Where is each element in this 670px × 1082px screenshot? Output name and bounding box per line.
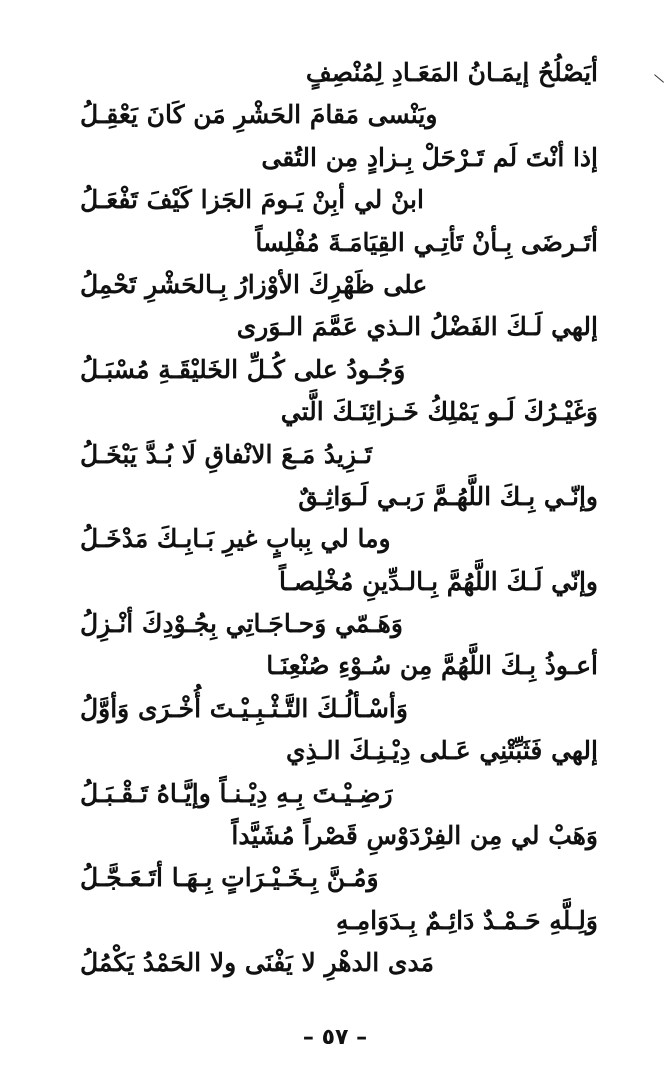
- verse: [70, 645, 610, 730]
- verse: [70, 476, 610, 561]
- verse: [70, 137, 610, 222]
- verse-second-hemistich: وَمُـنَّ بِـخَـيْـرَاتٍ بِـهَـا أتَـعَـجَّـلُ: [80, 863, 379, 893]
- verse: [70, 52, 610, 137]
- verse-first-hemistich: وإنّي لَـكَ اللَّهُمَّ بِـالـدِّينِ مُخْلِصـاً: [278, 566, 598, 596]
- verse-first-hemistich: إلهي فَثَبِّتْنِي عَـلى دِيْـنِـكَ الـذِي: [286, 736, 598, 766]
- verse-second-hemistich: وَجُـودُ على كُـلِّ الخَليْقَـةِ مُسْبَـلُ: [80, 354, 406, 384]
- verse-second-hemistich: مَدى الدهْرِ لا يَفْنَى ولا الحَمْدُ يَكْمُلُ: [80, 948, 434, 978]
- verse-second-hemistich: ابنْ لي أبِنْ يَـومَ الجَزا كَيْفَ تَفْعَـلُ: [80, 185, 424, 215]
- verse-first-hemistich: إلهي لَـكَ الفَضْلُ الـذي عَمَّمَ الـوَرى: [236, 312, 598, 342]
- verse: [70, 306, 610, 391]
- verse-first-hemistich: وإنّـي بِـكَ اللَّهُـمَّ رَبـي لَـوَاثِـقٌ: [298, 481, 598, 511]
- verse-first-hemistich: وَلِـلَّهِ حَـمْـدٌ دَائِـمٌ بِـدَوَامِـهِ: [335, 905, 598, 935]
- verse-first-hemistich: إذا أنْتَ لَم تَـرْحَلْ بِـزادٍ مِن التُقى: [261, 142, 598, 172]
- verse-second-hemistich: وَأسْـألُـكَ التَّـثْـبِـيْـتَ أُخْـرَى وَأوَّلُ: [80, 693, 408, 723]
- verse-second-hemistich: وَهَـمّي وَحـاجَـاتِي بِجُـوْدِكَ أنْـزِلُ: [80, 609, 403, 639]
- verse-second-hemistich: تَـزِيدُ مَـعَ الانْفاقِ لَا بُـدَّ يَبْخَـلُ: [80, 439, 373, 469]
- verse: [70, 730, 610, 815]
- verse-second-hemistich: ويَنْسى مَقامَ الحَشْرِ مَن كَانَ يَعْقِـلُ: [80, 100, 438, 130]
- verse: [70, 391, 610, 476]
- verse-first-hemistich: أيَصْلُحُ إيمَـانُ المَعَـادِ لِمُنْصِفٍ: [305, 58, 598, 87]
- verse-first-hemistich: أعـوذُ بِـكَ اللَّهُمَّ مِن سُـوْءِ صُنْعِنَـا: [266, 651, 598, 681]
- page-number: – ٥٧ –: [302, 1025, 368, 1050]
- verse-first-hemistich: أتَـرضَى بِـأنْ تَأتِـي القِيَامَـةَ مُفْلِساً: [255, 227, 598, 257]
- verse-second-hemistich: على ظَهْرِكَ الأوْزارُ بِـالحَشْرِ تَحْمِلُ: [80, 269, 428, 299]
- verse-first-hemistich: وَهَبْ لي مِن الفِرْدَوْسِ قَصْراً مُشَيَّداً: [231, 821, 598, 851]
- verse: [70, 815, 610, 900]
- verse: [70, 561, 610, 646]
- verse: [70, 900, 610, 985]
- verse-second-hemistich: وما لي بِبابٍ غيرِ بَـابِـكَ مَدْخَـلُ: [80, 524, 391, 554]
- verse: [70, 222, 610, 307]
- verse-second-hemistich: رَضِـيْـتَ بِـهِ دِيْـنـاً وإيَّـاهُ تَـقْـبَـلُ: [80, 778, 393, 808]
- verse-first-hemistich: وَغَيْـرُكَ لَـو يَمْلِكُ خَـزائِنَـكَ الَّتي: [280, 397, 598, 427]
- scan-mark: [646, 74, 664, 92]
- poem: [70, 52, 610, 985]
